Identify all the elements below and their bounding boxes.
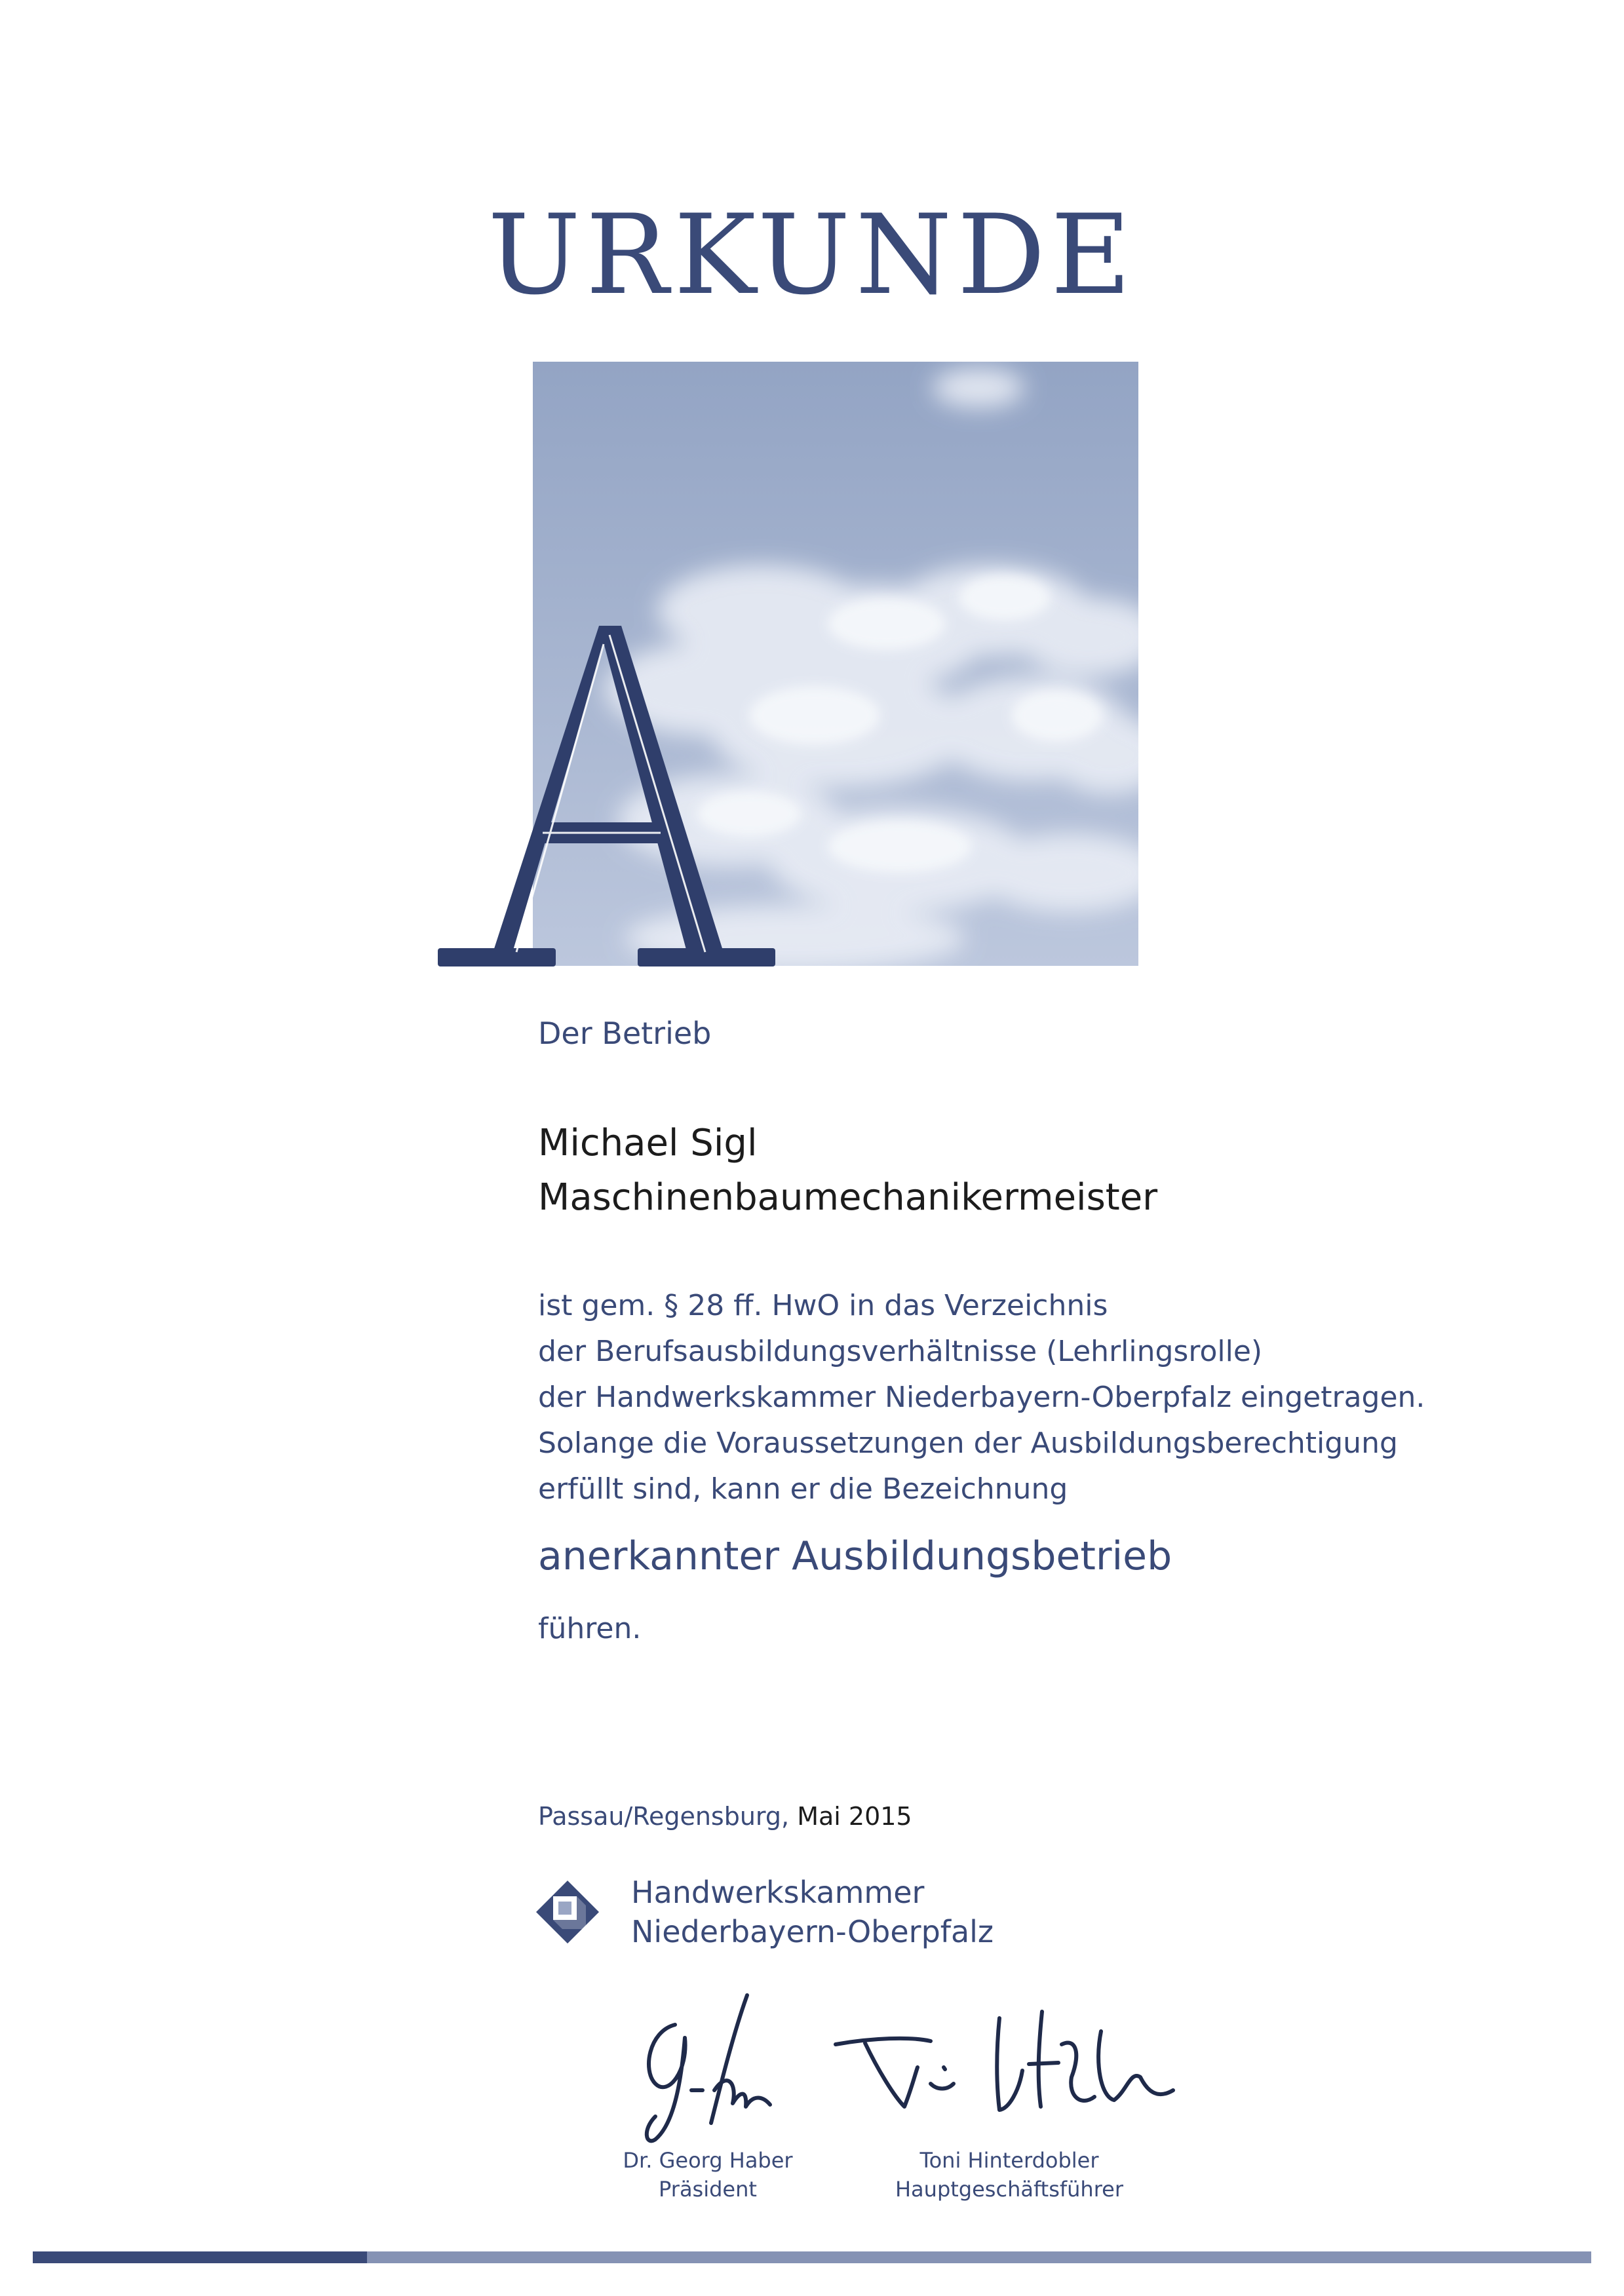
footer-bar-dark	[33, 2251, 367, 2263]
organization-line-2: Niederbayern-Oberpfalz	[631, 1914, 994, 1949]
recipient-name: Michael Sigl	[538, 1122, 758, 1164]
place-and-date	[538, 1802, 912, 1831]
closing-text: führen.	[538, 1612, 642, 1645]
business-label: Der Betrieb	[538, 1016, 712, 1051]
signatory-1	[577, 2146, 839, 2204]
organization-line-1: Handwerkskammer	[631, 1875, 925, 1910]
signatory-role: Präsident	[659, 2177, 757, 2202]
signatory-name: Dr. Georg Haber	[623, 2148, 793, 2173]
signatory-2	[859, 2146, 1160, 2204]
footer-bar	[33, 2251, 1591, 2263]
document-title: URKUNDE	[488, 191, 1136, 319]
signature-georg-haber	[629, 1992, 800, 2149]
body-line: der Berufsausbildungsverhältnisse (Lehrlingsrolle)	[538, 1335, 1263, 1368]
signature-toni-hinterdobler	[832, 1992, 1186, 2149]
handwerkskammer-logo-icon	[535, 1879, 600, 1945]
body-line: der Handwerkskammer Niederbayern-Oberpfalz eingetragen.	[538, 1381, 1425, 1414]
designation-highlight: anerkannter Ausbildungsbetrieb	[538, 1533, 1172, 1579]
body-line: Solange die Voraussetzungen der Ausbildungsberechtigung	[538, 1426, 1398, 1460]
body-line: erfüllt sind, kann er die Bezeichnung	[538, 1472, 1068, 1506]
signatory-role: Hauptgeschäftsführer	[895, 2177, 1123, 2202]
issue-date: Mai 2015	[797, 1802, 912, 1831]
certificate-body-text	[538, 1283, 1425, 1512]
body-line: ist gem. § 28 ff. HwO in das Verzeichnis	[538, 1289, 1108, 1322]
organization-name	[631, 1873, 994, 1951]
decorative-letter-a-icon	[438, 626, 779, 973]
footer-bar-light	[367, 2251, 1591, 2263]
place: Passau/Regensburg,	[538, 1802, 790, 1831]
recipient-title: Maschinenbaumechanikermeister	[538, 1176, 1158, 1219]
signatory-name: Toni Hinterdobler	[919, 2148, 1099, 2173]
